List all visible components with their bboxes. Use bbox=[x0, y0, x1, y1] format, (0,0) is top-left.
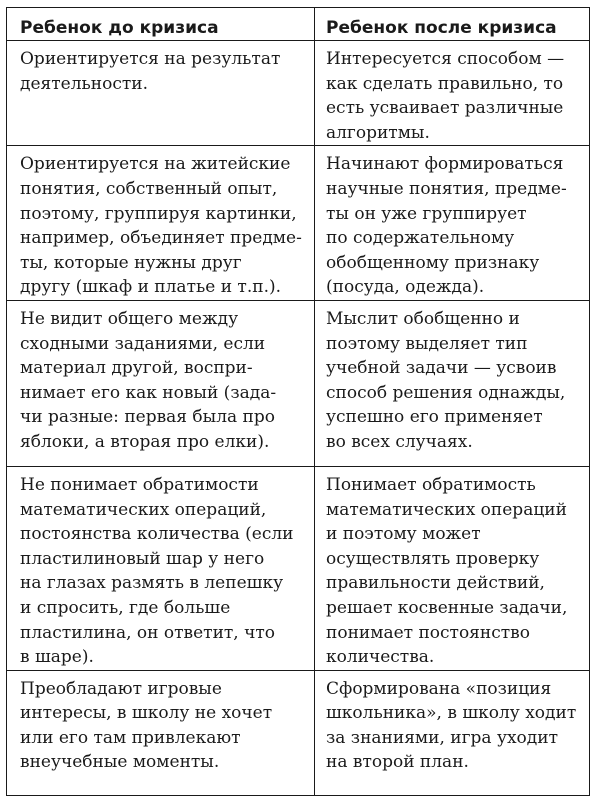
cell-line: Понимает обратимость bbox=[326, 474, 536, 495]
cell-line: есть усваивает различные bbox=[326, 98, 564, 119]
table-row bbox=[7, 146, 590, 301]
cell-before bbox=[7, 300, 315, 466]
cell-line: пластилиновый шар у него bbox=[20, 548, 265, 569]
cell-line: осуществлять проверку bbox=[326, 548, 540, 569]
cell-line: и спросить, где больше bbox=[20, 597, 231, 618]
cell-line: во всех случаях. bbox=[326, 431, 473, 452]
cell-line: ты, которые нужны друг bbox=[20, 252, 242, 273]
cell-line: Ориентируется на результат bbox=[20, 49, 281, 69]
cell-line: алгоритмы. bbox=[326, 122, 430, 143]
cell-line: поэтому выделяет тип bbox=[326, 333, 528, 354]
cell-line: количества. bbox=[326, 647, 435, 668]
table-row bbox=[7, 300, 590, 466]
cell-line: понятия, собственный опыт, bbox=[20, 178, 278, 199]
comparison-table bbox=[6, 7, 590, 796]
cell-line: и поэтому может bbox=[326, 524, 481, 545]
cell-line: обобщенному признаку bbox=[326, 252, 540, 273]
cell-line: Сформирована «позиция bbox=[326, 678, 552, 699]
cell-line: Начинают формироваться bbox=[326, 154, 564, 175]
cell-line: материал другой, воспри- bbox=[20, 358, 253, 379]
cell-line: сходными заданиями, если bbox=[20, 333, 266, 354]
cell-line: другу (шкаф и платье и т.п.). bbox=[20, 277, 282, 298]
cell-line: яблоки, а вторая про елки). bbox=[20, 431, 270, 452]
cell-after bbox=[315, 41, 590, 146]
table-body bbox=[7, 41, 590, 796]
table-row bbox=[7, 670, 590, 795]
cell-line: Не видит общего между bbox=[20, 308, 239, 329]
cell-line: правильности действий, bbox=[326, 573, 545, 594]
cell-line: в шаре). bbox=[20, 647, 94, 668]
cell-line: Мыслит обобщенно и bbox=[326, 308, 520, 329]
cell-line: учебной задачи — усвоив bbox=[326, 358, 557, 379]
cell-line: постоянства количества (если bbox=[20, 524, 294, 545]
header-row bbox=[7, 8, 590, 41]
cell-line: за знаниями, игра уходит bbox=[326, 727, 558, 748]
cell-line: чи разные: первая была про bbox=[20, 407, 275, 428]
cell-after bbox=[315, 146, 590, 301]
cell-line: ты он уже группирует bbox=[326, 203, 527, 224]
cell-after bbox=[315, 466, 590, 670]
cell-line: как сделать правильно, то bbox=[326, 73, 564, 94]
cell-line: математических операций, bbox=[20, 499, 267, 520]
cell-line: поэтому, группируя картинки, bbox=[20, 203, 297, 224]
cell-line: Ориентируется на житейские bbox=[20, 154, 291, 175]
cell-line: внеучебные моменты. bbox=[20, 752, 220, 773]
cell-before bbox=[7, 146, 315, 301]
cell-line: например, объединяет предме- bbox=[20, 228, 302, 249]
cell-line: Интересуется способом — bbox=[326, 49, 565, 69]
cell-line: или его там привлекают bbox=[20, 727, 241, 748]
cell-after bbox=[315, 670, 590, 795]
cell-line: научные понятия, предме- bbox=[326, 178, 567, 199]
cell-before bbox=[7, 41, 315, 146]
cell-line: школьника», в школу ходит bbox=[326, 703, 577, 724]
cell-before bbox=[7, 670, 315, 795]
cell-line: на второй план. bbox=[326, 752, 469, 773]
header-before-crisis: Ребенок до кризиса bbox=[7, 8, 315, 41]
cell-line: нимает его как новый (зада- bbox=[20, 382, 277, 403]
cell-line: на глазах размять в лепешку bbox=[20, 573, 284, 594]
cell-line: решает косвенные задачи, bbox=[326, 597, 568, 618]
cell-line: по содержательному bbox=[326, 228, 515, 249]
cell-line: Не понимает обратимости bbox=[20, 474, 259, 495]
cell-line: интересы, в школу не хочет bbox=[20, 703, 273, 724]
header-after-crisis: Ребенок после кризиса bbox=[315, 8, 590, 41]
cell-line: успешно его применяет bbox=[326, 407, 543, 428]
cell-line: понимает постоянство bbox=[326, 622, 530, 643]
cell-before bbox=[7, 466, 315, 670]
cell-line: (посуда, одежда). bbox=[326, 277, 485, 298]
cell-line: деятельности. bbox=[20, 73, 148, 94]
cell-after bbox=[315, 300, 590, 466]
table-row bbox=[7, 41, 590, 146]
cell-line: пластилина, он ответит, что bbox=[20, 622, 275, 643]
cell-line: математических операций bbox=[326, 499, 567, 520]
cell-line: Преобладают игровые bbox=[20, 678, 222, 699]
table-row bbox=[7, 466, 590, 670]
cell-line: способ решения однажды, bbox=[326, 382, 566, 403]
